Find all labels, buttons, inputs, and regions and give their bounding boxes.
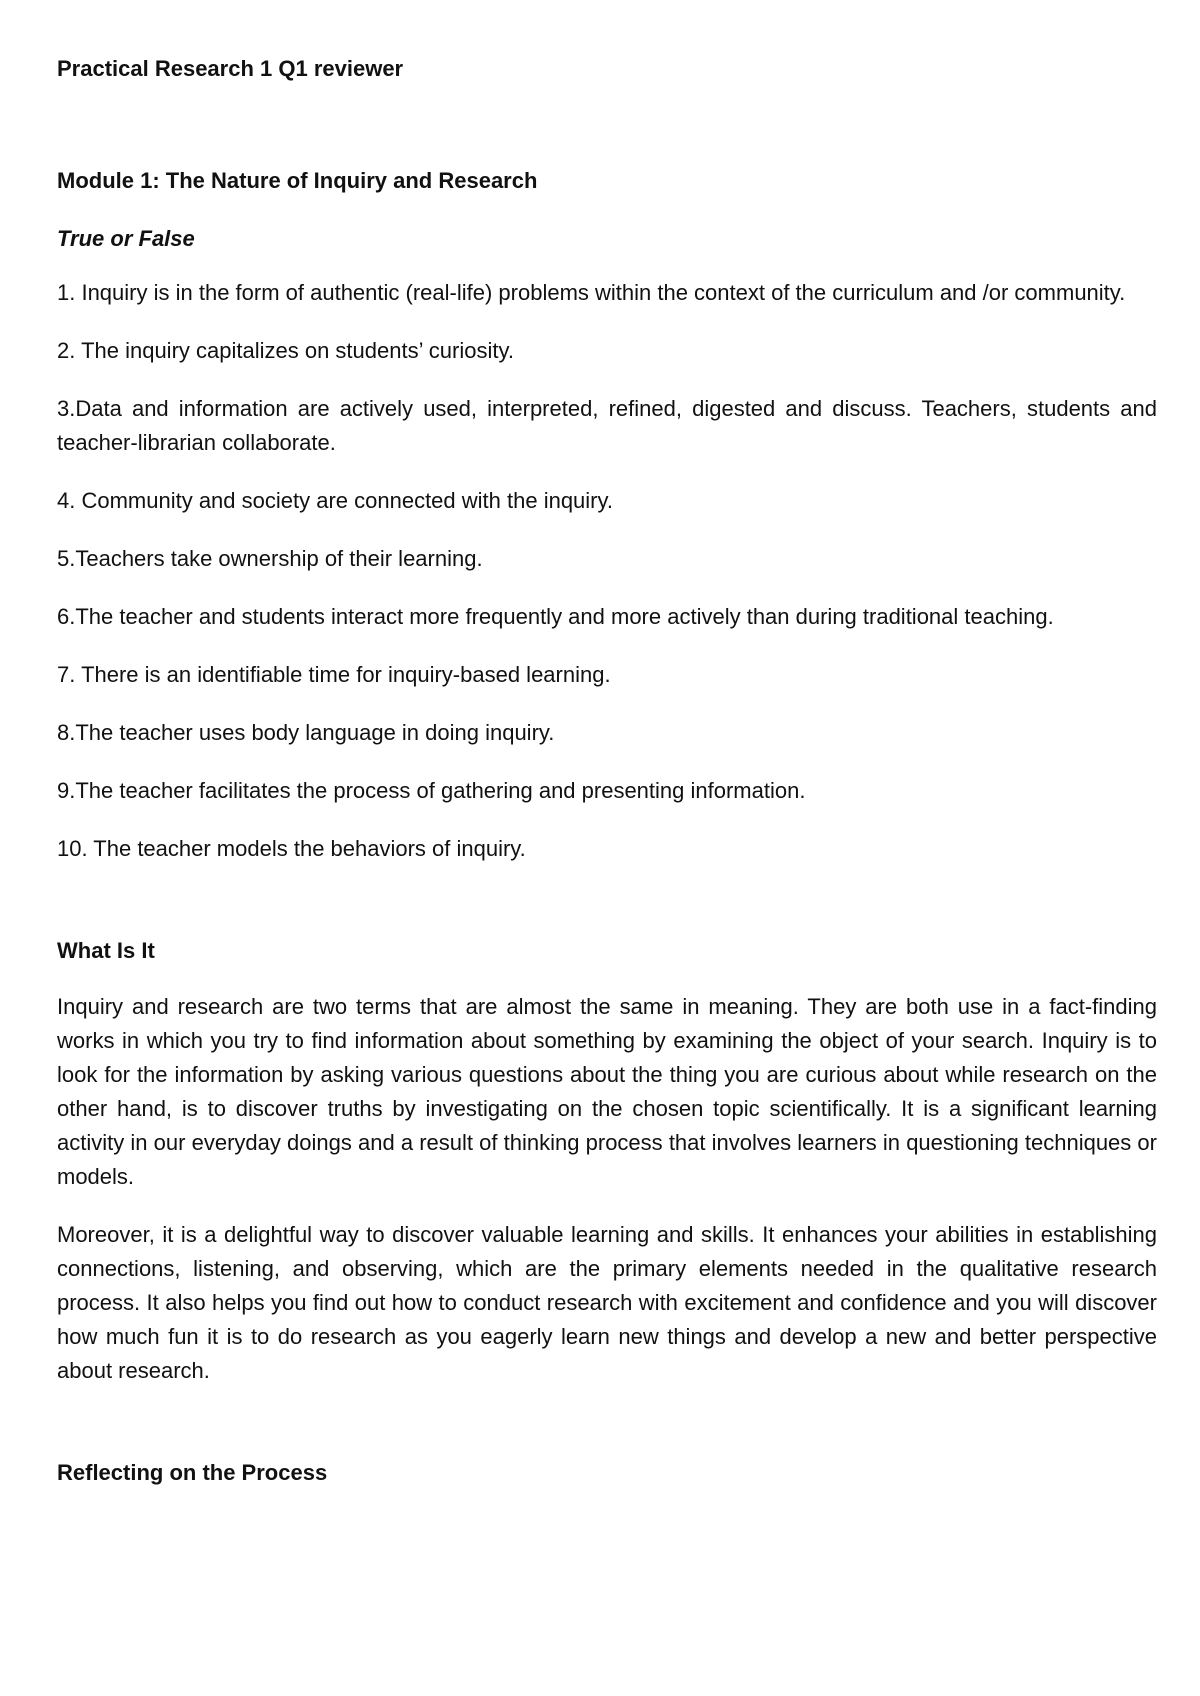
- what-is-it-paragraph: Moreover, it is a delightful way to discover valuable learning and skills. It enhances your abilities in establishing connections, listening, and observing, which are the primary elements needed in the qualitative research process. It also helps you find out how to conduct research with excitement and confidence and you will discover how much fun it is to do research as you eagerly learn new things and develop a new and better perspective about research.: [57, 1222, 1157, 1383]
- what-is-it-paragraph: Inquiry and research are two terms that are almost the same in meaning. They are both use in a fact-finding works in which you try to find information about something by examining the object of your search. Inquiry is to look for the information by asking various questions about the thing you are curious about while research on the other hand, is to discover truths by investigating on the chosen topic scientifically. It is a significant learning activity in our everyday doings and a result of thinking process that involves learners in questioning techniques or models.: [57, 994, 1157, 1189]
- true-false-item: 1. Inquiry is in the form of authentic (real-life) problems within the context of the curriculum and /or community.: [57, 280, 1126, 305]
- reflecting-heading: Reflecting on the Process: [57, 1460, 328, 1485]
- document-title: Practical Research 1 Q1 reviewer: [57, 56, 404, 81]
- true-false-item: 4. Community and society are connected with the inquiry.: [57, 488, 613, 513]
- true-false-item: 9.The teacher facilitates the process of gathering and presenting information.: [57, 778, 806, 803]
- true-false-list: [57, 276, 1157, 866]
- what-is-it-heading: What Is It: [57, 938, 155, 963]
- true-false-item: 2. The inquiry capitalizes on students’ curiosity.: [57, 338, 514, 363]
- true-false-item: 6.The teacher and students interact more frequently and more actively than during traditional teaching.: [57, 604, 1054, 629]
- true-false-item: 7. There is an identifiable time for inquiry-based learning.: [57, 662, 611, 687]
- true-false-item: 3.Data and information are actively used, interpreted, refined, digested and discuss. Teachers, students and teacher-librarian collaborate.: [57, 396, 1157, 455]
- true-false-item: 10. The teacher models the behaviors of inquiry.: [57, 836, 526, 861]
- true-false-heading: True or False: [57, 226, 195, 251]
- true-false-item: 5.Teachers take ownership of their learning.: [57, 546, 483, 571]
- module-heading: Module 1: The Nature of Inquiry and Research: [57, 168, 538, 193]
- true-false-item: 8.The teacher uses body language in doing inquiry.: [57, 720, 555, 745]
